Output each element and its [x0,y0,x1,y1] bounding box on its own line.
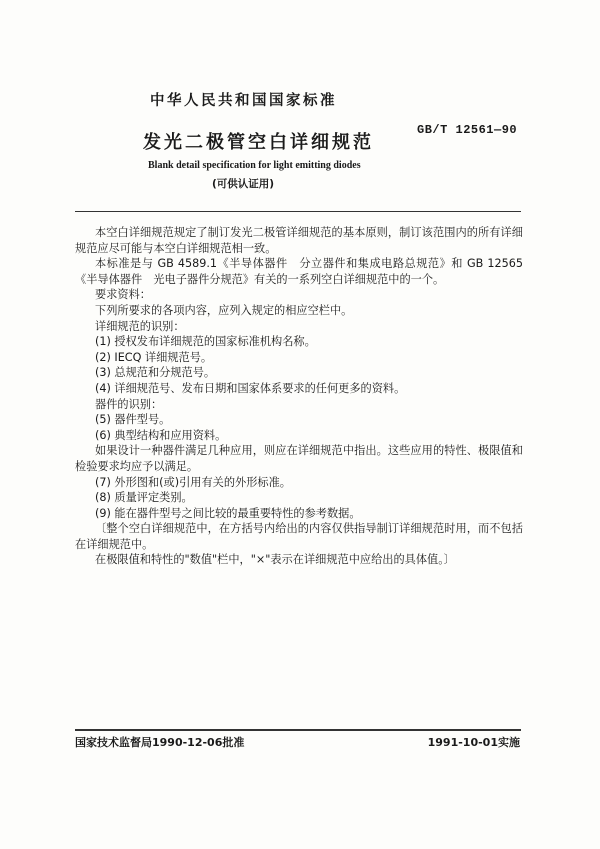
list-item: (9) 能在器件型号之间比较的最重要特性的参考数据。 [95,506,361,520]
implementation-date: 1991-10-01实施 [427,736,520,749]
paragraph: 如果设计一种器件满足几种应用，则应在详细规范中指出。这些应用的特性、极限值和检验要求均应予以满足。 [75,444,523,473]
list-item: (7) 外形图和(或)引用有关的外形标准。 [95,475,291,489]
list-item: (6) 典型结构和应用资料。 [95,428,227,442]
paragraph: 〔整个空白详细规范中，在方括号内给出的内容仅供指导制订详细规范时用，而不包括在详细规范中。 [75,522,523,551]
footer-rule [75,729,521,731]
top-rule [75,211,521,212]
english-title: Blank detail specification for light emitting diodes [148,160,361,171]
paragraph: 本标准是与 GB 4589.1《半导体器件 分立器件和集成电路总规范》和 GB 12565《半导体器件 光电子器件分规范》有关的一系列空白详细规范中的一个。 [75,257,523,286]
list-item: (2) IECQ 详细规范号。 [95,350,213,364]
paragraph: 在极限值和特性的"数值"栏中，"×"表示在详细规范中应给出的具体值。〕 [95,553,455,567]
paragraph: 下列所要求的各项内容，应列入规定的相应空栏中。 [95,303,353,317]
paragraph: 本空白详细规范规定了制订发光二极管详细规范的基本原则，制订该范围内的所有详细规范应尽可能与本空白详细规范相一致。 [75,226,523,255]
national-standard-heading: 中华人民共和国国家标准 [150,93,337,109]
standard-code: GB/T 12561—90 [417,123,518,137]
list-item: (5) 器件型号。 [95,413,171,427]
list-item: (4) 详细规范号、发布日期和国家体系要求的任何更多的资料。 [95,381,406,395]
paragraph: 器件的识别： [95,397,163,411]
subtitle: (可供认证用) [212,178,275,190]
list-item: (3) 总规范和分规范号。 [95,366,216,380]
list-item: (8) 质量评定类别。 [95,491,193,505]
document-title: 发光二极管空白详细规范 [143,132,374,153]
paragraph: 详细规范的识别： [95,319,185,333]
approval-date: 国家技术监督局1990-12-06批准 [75,736,245,749]
body-text [75,225,523,568]
list-item: (1) 授权发布详细规范的国家标准机构名称。 [95,335,316,349]
paragraph: 要求资料： [95,288,151,302]
